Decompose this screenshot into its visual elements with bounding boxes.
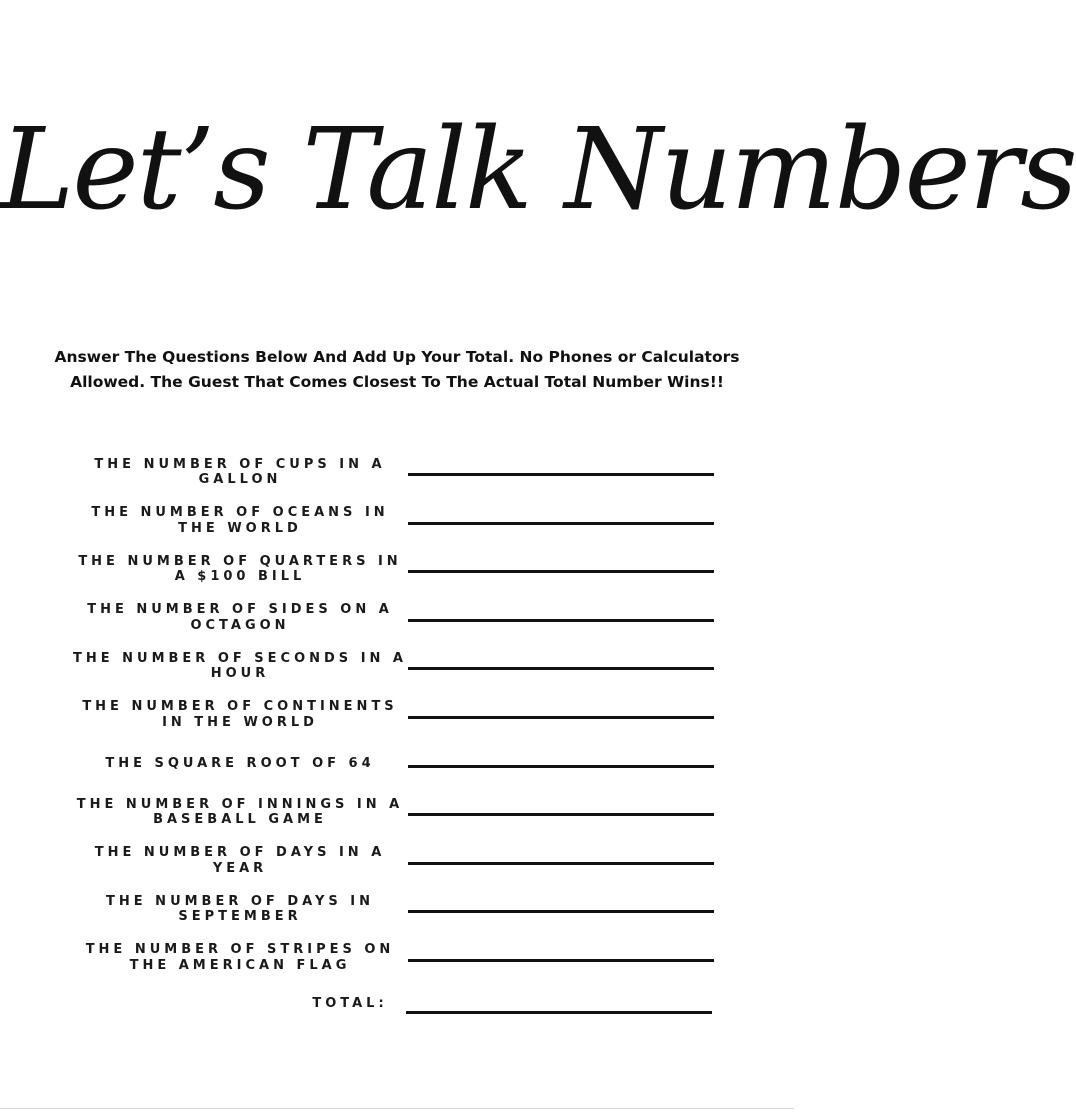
question-label: THE SQUARE ROOT OF 64	[105, 755, 375, 771]
answer-line[interactable]	[408, 570, 714, 573]
question-row	[0, 889, 794, 938]
instructions-text: Answer The Questions Below And Add Up Your Total. No Phones or Calculators Allowed. The Guest That Comes Closest To The Actual Total Number Wins!!	[54, 348, 740, 391]
question-label: THE NUMBER OF QUARTERS IN A $100 BILL	[78, 553, 402, 585]
answer-line[interactable]	[408, 522, 714, 525]
answer-line[interactable]	[408, 667, 714, 670]
question-label: THE NUMBER OF OCEANS IN THE WORLD	[91, 505, 389, 536]
question-list	[0, 452, 794, 987]
answer-line[interactable]	[408, 813, 714, 816]
question-row	[0, 646, 794, 695]
answer-line[interactable]	[408, 473, 714, 476]
question-row	[0, 452, 794, 501]
total-label: TOTAL:	[312, 996, 388, 1011]
answer-line[interactable]	[408, 910, 714, 913]
question-row	[0, 501, 794, 550]
answer-line[interactable]	[408, 765, 714, 768]
question-label: THE NUMBER OF INNINGS IN A BASEBALL GAME	[76, 796, 404, 828]
page-title: Let’s Talk Numbers	[0, 105, 1076, 235]
question-label: THE NUMBER OF CONTINENTS IN THE WORLD	[82, 699, 398, 730]
answer-line[interactable]	[408, 959, 714, 962]
question-row	[0, 549, 794, 598]
total-row	[0, 988, 794, 1028]
question-row	[0, 938, 794, 987]
question-label: THE NUMBER OF SIDES ON A OCTAGON	[87, 602, 393, 633]
question-row	[0, 792, 794, 841]
question-row	[0, 744, 794, 793]
question-label: THE NUMBER OF CUPS IN A GALLON	[94, 456, 386, 487]
answer-line[interactable]	[408, 862, 714, 865]
answer-line[interactable]	[408, 619, 714, 622]
question-label: THE NUMBER OF DAYS IN SEPTEMBER	[106, 893, 374, 925]
question-label: THE NUMBER OF SECONDS IN A HOUR	[72, 650, 407, 682]
question-label: THE NUMBER OF DAYS IN A YEAR	[94, 845, 386, 876]
question-row	[0, 598, 794, 647]
question-row	[0, 841, 794, 890]
answer-line[interactable]	[408, 716, 714, 719]
question-row	[0, 695, 794, 744]
question-label: THE NUMBER OF STRIPES ON THE AMERICAN FLAG	[85, 942, 395, 973]
total-answer-line[interactable]	[406, 1011, 712, 1014]
bottom-divider	[0, 1108, 794, 1109]
